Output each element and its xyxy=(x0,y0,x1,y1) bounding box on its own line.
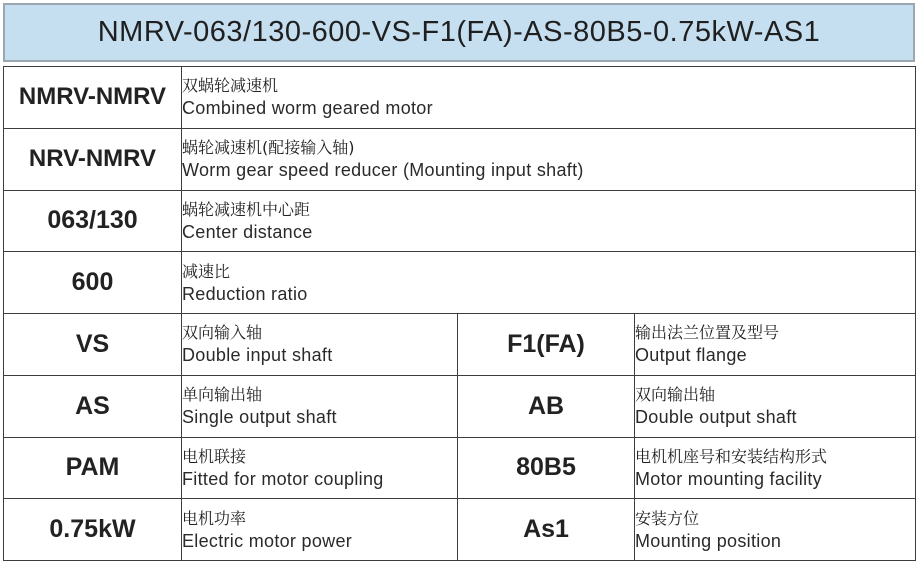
code-cell: F1(FA) xyxy=(458,314,635,376)
spec-table xyxy=(3,66,916,561)
description-cell xyxy=(635,499,916,561)
description-en: Worm gear speed reducer (Mounting input shaft) xyxy=(182,160,584,181)
description-zh: 双向输出轴 xyxy=(635,385,716,405)
table-row xyxy=(4,314,916,376)
code-cell: NMRV-NMRV xyxy=(4,67,182,129)
model-header xyxy=(3,3,915,62)
code-cell: 80B5 xyxy=(458,437,635,499)
code-cell: PAM xyxy=(4,437,182,499)
code-cell: AS xyxy=(4,375,182,437)
description-zh: 减速比 xyxy=(182,261,231,281)
table-row xyxy=(4,437,916,499)
description-cell xyxy=(635,314,916,376)
description-cell xyxy=(635,375,916,437)
description-zh: 输出法兰位置及型号 xyxy=(635,323,780,343)
description-cell xyxy=(182,190,916,252)
table-row xyxy=(4,128,916,190)
description-en: Electric motor power xyxy=(182,530,353,551)
description-cell xyxy=(182,252,916,314)
description-en: Center distance xyxy=(182,221,313,242)
code-cell: VS xyxy=(4,314,182,376)
table-row xyxy=(4,67,916,129)
code-cell: 063/130 xyxy=(4,190,182,252)
description-en: Double input shaft xyxy=(182,345,333,366)
table-row xyxy=(4,499,916,561)
description-en: Single output shaft xyxy=(182,407,337,428)
description-en: Reduction ratio xyxy=(182,283,308,304)
table-row xyxy=(4,190,916,252)
code-cell: As1 xyxy=(458,499,635,561)
code-cell: 600 xyxy=(4,252,182,314)
description-cell xyxy=(182,375,458,437)
model-code-title: NMRV-063/130-600-VS-F1(FA)-AS-80B5-0.75kW-AS1 xyxy=(97,16,821,48)
description-zh: 双蜗轮减速机 xyxy=(182,76,279,96)
table-row xyxy=(4,252,916,314)
description-en: Fitted for motor coupling xyxy=(182,468,384,489)
description-en: Output flange xyxy=(635,345,747,366)
description-zh: 电机联接 xyxy=(182,446,247,466)
description-zh: 蜗轮减速机(配接输入轴) xyxy=(182,138,355,158)
description-en: Motor mounting facility xyxy=(635,468,822,489)
code-cell: AB xyxy=(458,375,635,437)
description-cell xyxy=(182,128,916,190)
description-cell xyxy=(182,314,458,376)
description-zh: 蜗轮减速机中心距 xyxy=(182,199,311,219)
description-cell xyxy=(182,499,458,561)
description-zh: 双向输入轴 xyxy=(182,323,263,343)
description-zh: 安装方位 xyxy=(635,508,700,528)
description-cell xyxy=(182,437,458,499)
description-en: Double output shaft xyxy=(635,407,797,428)
description-en: Mounting position xyxy=(635,530,782,551)
description-zh: 单向输出轴 xyxy=(182,385,263,405)
description-zh: 电机功率 xyxy=(182,508,247,528)
table-row xyxy=(4,375,916,437)
code-cell: 0.75kW xyxy=(4,499,182,561)
description-cell xyxy=(182,67,916,129)
code-cell: NRV-NMRV xyxy=(4,128,182,190)
description-cell xyxy=(635,437,916,499)
description-zh: 电机机座号和安装结构形式 xyxy=(635,446,828,466)
description-en: Combined worm geared motor xyxy=(182,98,433,119)
